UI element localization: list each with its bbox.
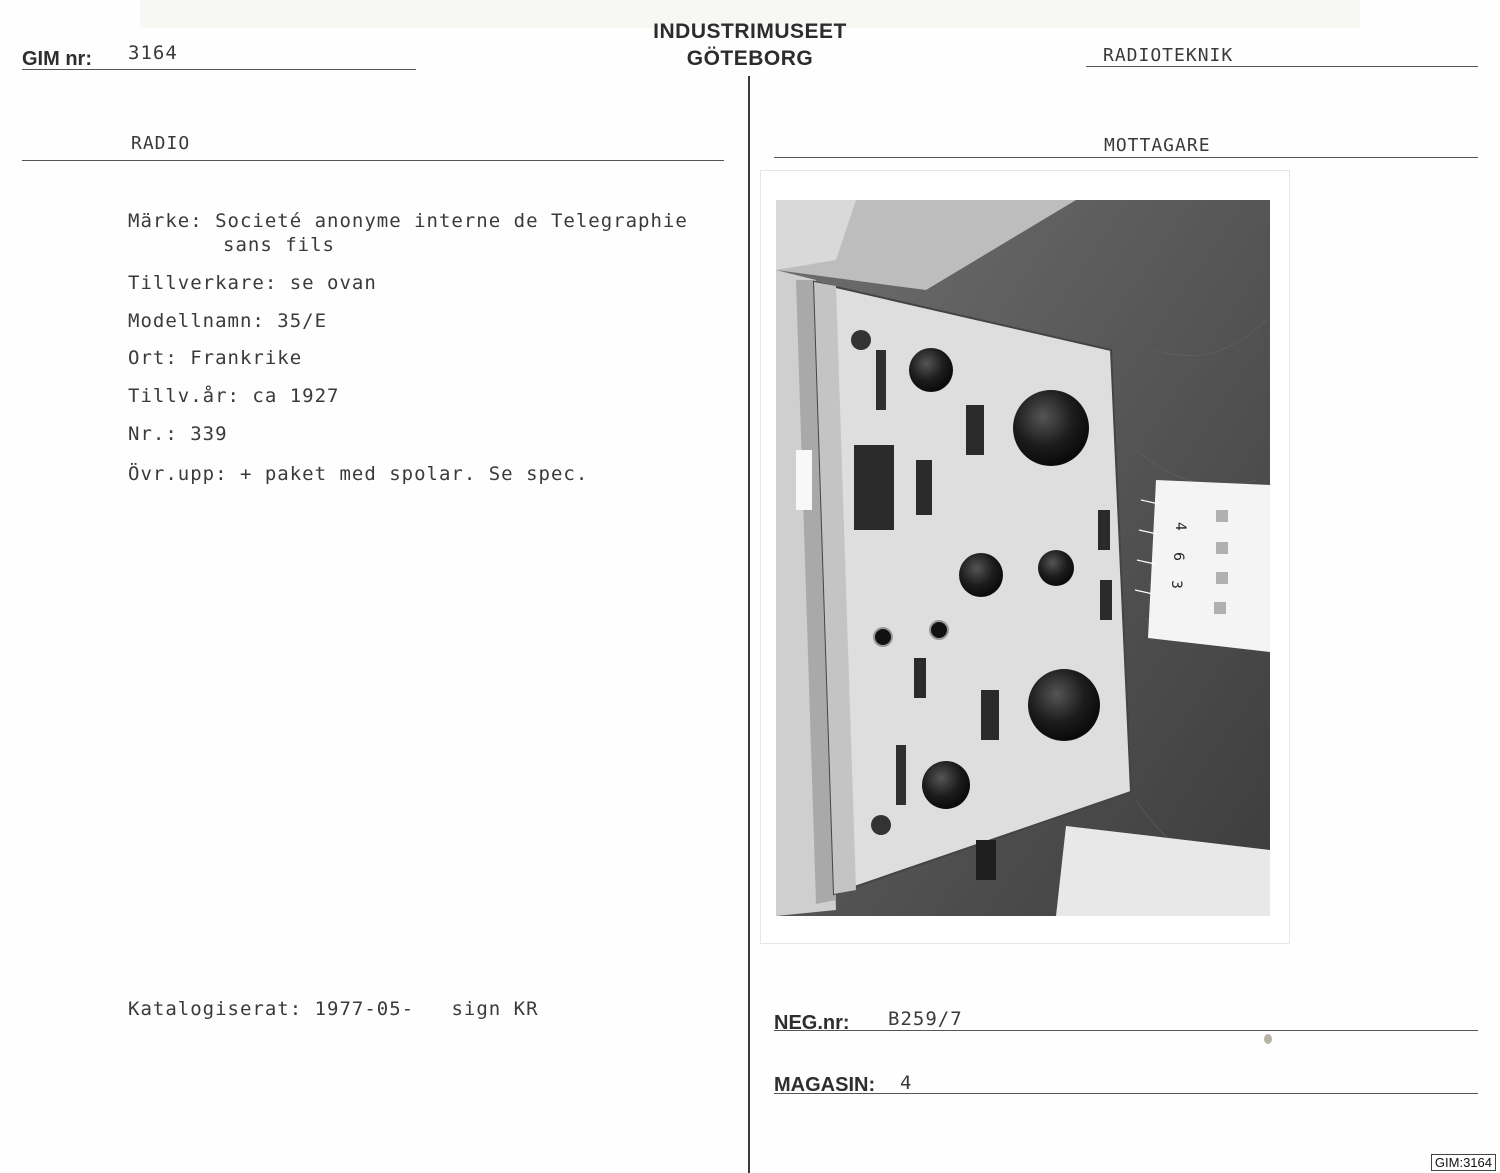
field-label: Ort: — [128, 347, 178, 369]
field-ovrupp — [128, 463, 588, 485]
field-label: Märke: — [128, 210, 203, 232]
field-value: se ovan — [289, 272, 377, 294]
neg-underline — [774, 1030, 1478, 1031]
neg-value: B259/7 — [888, 1008, 963, 1030]
catalog-line — [128, 998, 539, 1020]
catalog-value: 1977-05- — [314, 998, 415, 1020]
catalog-sign: sign KR — [451, 998, 539, 1020]
gim-stamp: GIM:3164 — [1431, 1154, 1496, 1171]
field-modellnamn — [128, 310, 327, 332]
left-section-title: RADIO — [131, 133, 191, 154]
field-value: 339 — [190, 423, 228, 445]
field-label: Tillv.år: — [128, 385, 240, 407]
field-value: + paket med spolar. Se spec. — [239, 463, 589, 485]
field-label: Nr.: — [128, 423, 178, 445]
gim-label: GIM nr: — [22, 48, 92, 70]
field-marke-cont — [223, 234, 335, 256]
catalog-label: Katalogiserat: — [128, 998, 303, 1020]
field-ort — [128, 347, 302, 369]
field-value: 35/E — [277, 310, 328, 332]
field-label: Övr.upp: — [128, 463, 228, 485]
field-label: Tillverkare: — [128, 272, 278, 294]
category-top: RADIOTEKNIK — [1103, 45, 1234, 66]
field-marke — [128, 210, 688, 232]
magasin-value: 4 — [900, 1072, 913, 1094]
center-divider — [748, 76, 750, 1173]
right-section-title: MOTTAGARE — [1104, 135, 1211, 156]
field-label: Modellnamn: — [128, 310, 265, 332]
gim-value: 3164 — [128, 42, 178, 64]
museum-header — [600, 18, 900, 72]
field-value: ca 1927 — [252, 385, 340, 407]
ruler-number-3: 3 — [1168, 580, 1184, 589]
receiver-photo — [776, 200, 1270, 916]
smudge — [1264, 1034, 1272, 1044]
field-nr — [128, 423, 228, 445]
field-tillvar — [128, 385, 339, 407]
museum-name: INDUSTRIMUSEET — [653, 20, 847, 43]
field-value: sans fils — [223, 234, 335, 256]
ruler-number-1: 4 — [1172, 522, 1188, 531]
magasin-underline — [774, 1093, 1478, 1094]
category-underline — [1086, 66, 1478, 67]
neg-label: NEG.nr: — [774, 1012, 850, 1034]
right-section-underline — [774, 157, 1478, 158]
field-tillverkare — [128, 272, 377, 294]
field-value: Societé anonyme interne de Telegraphie — [215, 210, 688, 232]
ruler-number-2: 6 — [1170, 552, 1186, 561]
museum-city: GÖTEBORG — [686, 47, 814, 70]
field-value: Frankrike — [190, 347, 303, 369]
magasin-label: MAGASIN: — [774, 1074, 876, 1096]
gim-underline — [22, 69, 416, 70]
left-section-underline — [22, 160, 724, 161]
